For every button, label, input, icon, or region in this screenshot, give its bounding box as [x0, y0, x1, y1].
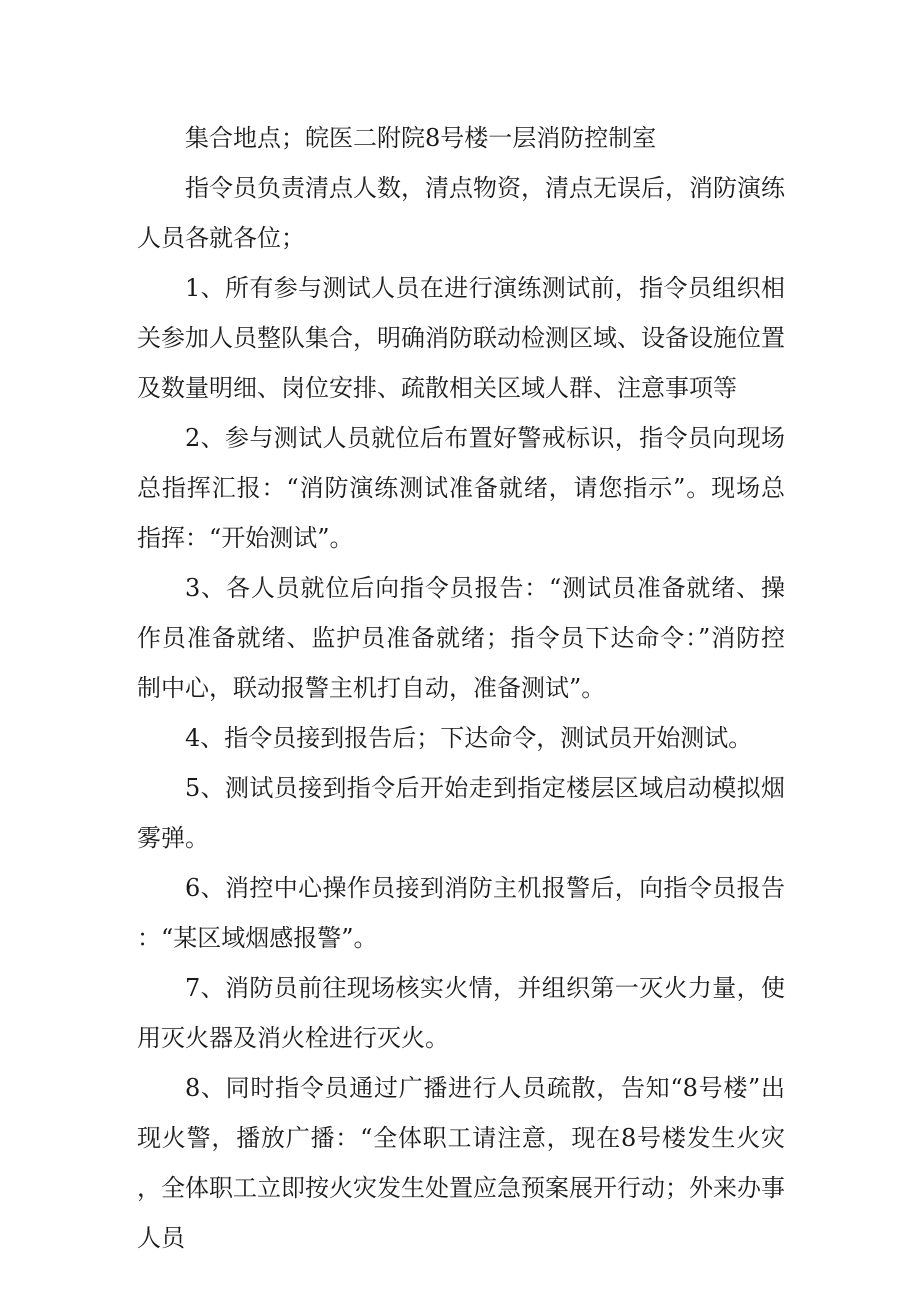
paragraph-step-4: 4、指令员接到报告后；下达命令，测试员开始测试。 — [185, 724, 753, 752]
paragraph-step-7: 7、消防员前往现场核实火情，并组织第一灭火力量，使用灭火器及消火栓进行灭火。 — [137, 974, 785, 1052]
paragraph-commander-duties: 指令员负责清点人数，清点物资，清点无误后，消防演练人员各就各位； — [137, 174, 785, 252]
paragraph-step-8: 8、同时指令员通过广播进行人员疏散，告知“8号楼”出现火警，播放广播：“全体职工请注意，现在8号楼发生火灾，全体职工立即按火灾发生处置应急预案展开行动；外来办事人员 — [137, 1074, 785, 1252]
paragraph-assembly-location: 集合地点；皖医二附院8号楼一层消防控制室 — [185, 124, 657, 152]
paragraph-step-2: 2、参与测试人员就位后布置好警戒标识，指令员向现场总指挥汇报：“消防演练测试准备就绪，请您指示”。现场总指挥：“开始测试”。 — [137, 424, 785, 552]
document-body — [137, 113, 785, 1263]
paragraph-step-3: 3、各人员就位后向指令员报告：“测试员准备就绪、操作员准备就绪、监护员准备就绪；指令员下达命令：”消防控制中心，联动报警主机打自动，准备测试”。 — [137, 574, 785, 702]
paragraph-step-1: 1、所有参与测试人员在进行演练测试前，指令员组织相关参加人员整队集合，明确消防联动检测区域、设备设施位置及数量明细、岗位安排、疏散相关区域人群、注意事项等 — [137, 274, 785, 402]
paragraph-step-6: 6、消控中心操作员接到消防主机报警后，向指令员报告：“某区域烟感报警”。 — [137, 874, 785, 952]
paragraph-step-5: 5、测试员接到指令后开始走到指定楼层区域启动模拟烟雾弹。 — [137, 774, 785, 852]
